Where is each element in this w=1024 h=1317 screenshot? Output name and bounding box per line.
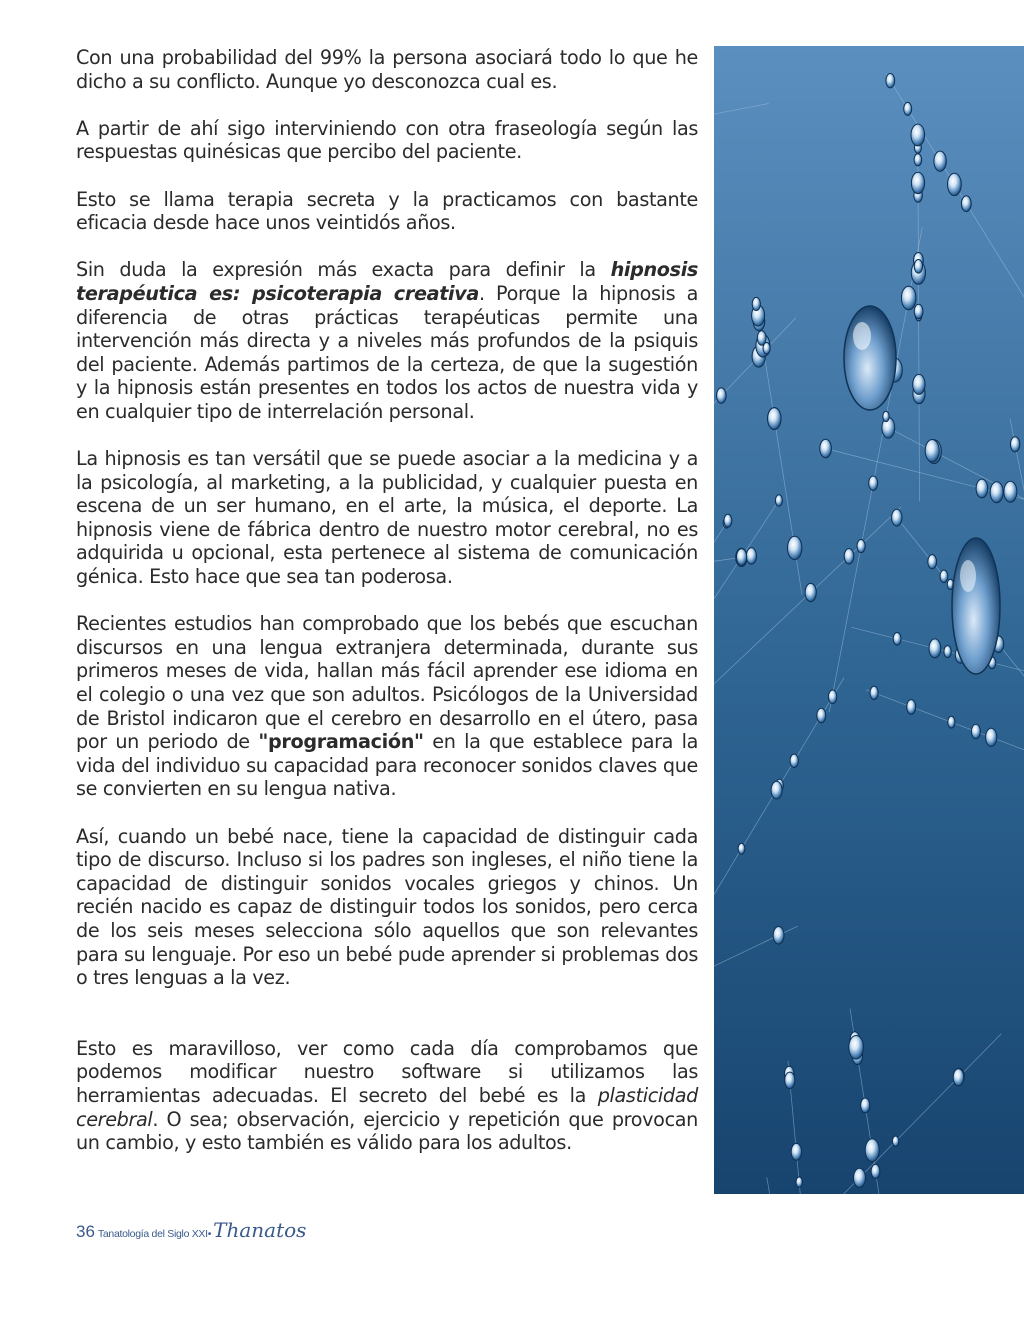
water-drop [913, 374, 925, 394]
water-drop [914, 154, 922, 166]
water-drop [976, 479, 988, 498]
water-drop [785, 1072, 795, 1088]
water-drop [929, 639, 941, 658]
paragraph-6-emphasis: "programación" [258, 730, 424, 754]
water-drop [817, 708, 826, 723]
water-drop [768, 408, 781, 430]
water-drop [940, 570, 948, 583]
water-drop [805, 583, 816, 601]
water-drop [757, 331, 766, 345]
water-drop [953, 1069, 964, 1086]
water-drop [914, 260, 922, 274]
water-drop [871, 1164, 880, 1178]
water-drop [948, 173, 962, 195]
water-drop [911, 172, 924, 193]
publication-name: Tanatología del Siglo XXI• [97, 1228, 212, 1240]
water-drop [893, 633, 901, 646]
water-drop [901, 286, 916, 310]
water-drop [854, 1168, 866, 1187]
water-drop [738, 843, 745, 854]
water-drop [870, 686, 878, 699]
paragraph-7: Así, cuando un bebé nace, tiene la capacidad de distinguir cada tipo de discurso. Incluso si los padres son ingleses, el niño tiene la capacidad de distinguir sonidos vocales griegos y chinos. Un recién nacido es capaz de distinguir todos los sonidos, pero cerca de los seis meses selecciona sólo aquellos que son relevantes para su lenguaje. Por eso un bebé pude aprender si problemas dos o tres lenguas a la vez. [76, 824, 698, 990]
water-drop [892, 1136, 898, 1146]
water-drop [752, 297, 760, 310]
water-drop [907, 700, 916, 715]
water-drops-photo [714, 46, 1024, 1194]
water-drop [904, 102, 912, 115]
water-drop [849, 1036, 864, 1060]
water-drop [886, 74, 895, 88]
water-drop [796, 1177, 802, 1187]
water-drop [911, 124, 925, 146]
article-body [76, 46, 698, 1178]
water-drop [883, 411, 889, 421]
water-drop [788, 536, 802, 559]
magazine-logo: Thanatos [213, 1218, 307, 1242]
paragraph-2: A partir de ahí sigo interviniendo con otra fraseología según las respuestas quinésicas que percibo del paciente. [76, 116, 698, 164]
paragraph-8-intro: Esto es maravilloso, ver como cada día comprobamos que podemos modificar nuestro software si utilizamos las herramientas adecuadas. El secreto del bebé es la [76, 1036, 698, 1107]
water-drop [828, 690, 836, 704]
water-drop [928, 555, 937, 569]
water-drop [773, 927, 784, 945]
paragraph-4-intro: Sin duda la expresión más exacta para definir la [76, 258, 611, 282]
paragraph-1: Con una probabilidad del 99% la persona asociará todo lo que he dicho a su conflicto. Aunque yo desconozca cual es. [76, 46, 698, 93]
water-drop [791, 1143, 801, 1160]
spider-web-drops-image [714, 46, 1024, 1194]
water-drop [934, 151, 946, 171]
water-drop [971, 724, 980, 738]
water-drop [717, 388, 727, 403]
water-drop [844, 549, 854, 564]
paragraph-8-body: . O sea; observación, ejercicio y repetición que provocan un cambio, y esto también es válido para los adultos. [76, 1107, 698, 1155]
water-drop [944, 646, 951, 658]
paragraph-4-body: . Porque la hipnosis a diferencia de otras prácticas terapéuticas permite una intervención más directa y a niveles más profundos de la psiquis del paciente. Además partimos de la certeza, de que la sugestión y la hipnosis están presentes en todos los actos de nuestra vida y en cualquier tipo de interrelación personal. [76, 281, 698, 423]
paragraph-6 [76, 612, 698, 801]
water-drop [990, 482, 1003, 503]
water-drop [861, 1098, 870, 1113]
water-drop [724, 514, 732, 527]
water-drop [1010, 437, 1019, 452]
water-drop [869, 476, 878, 490]
water-drop [737, 549, 747, 566]
paragraph-8-emphasis: plasticidad cerebral [76, 1083, 698, 1131]
water-drop [857, 540, 865, 553]
water-drop [775, 495, 782, 506]
water-drop [790, 754, 798, 767]
water-drop [771, 781, 782, 799]
paragraph-5: La hipnosis es tan versátil que se puede asociar a la medicina y a la psicología, al marketing, a la publicidad, y cualquier puesta en escena de un ser humano, en el arte, la música, el deporte. La hipnosis viene de fábrica dentro de nuestro motor cerebral, no es adquirida u opcional, esta pertenece al sistema de comunicación génica. Esto hace que sea tan poderosa. [76, 447, 698, 589]
water-drop [948, 716, 955, 728]
water-drop [925, 440, 939, 462]
water-drop [746, 548, 756, 564]
water-drop [961, 196, 971, 212]
paragraph-6-body: en la que establece para la vida del individuo su capacidad para reconocer sonidos claves que se convierten en su lengua nativa. [76, 730, 699, 801]
water-drop [892, 509, 902, 526]
page-number: 36 [76, 1222, 95, 1241]
page-footer [76, 1218, 306, 1246]
paragraph-6-intro: Recientes estudios han comprobado que los bebés que escuchan discursos en una lengua extranjera determinada, durante sus primeros meses de vida, hallan más fácil aprender ese idioma en el colegio o una vez que son adultos. Psicólogos de la Universidad de Bristol indicaron que el cerebro en desarrollo en el útero, pasa por un periodo de [76, 612, 698, 754]
paragraph-3: Esto se llama terapia secreta y la practicamos con bastante eficacia desde hace unos veintidós años. [76, 187, 698, 235]
water-drop [820, 439, 832, 458]
water-drop [1004, 481, 1017, 502]
paragraph-4-emphasis: hipnosis terapéutica es: psicoterapia creativa [76, 258, 698, 305]
paragraph-8 [76, 1037, 698, 1155]
water-drop [865, 1139, 879, 1162]
water-drop [986, 728, 997, 746]
paragraph-4 [76, 258, 698, 423]
water-drop [914, 304, 923, 318]
